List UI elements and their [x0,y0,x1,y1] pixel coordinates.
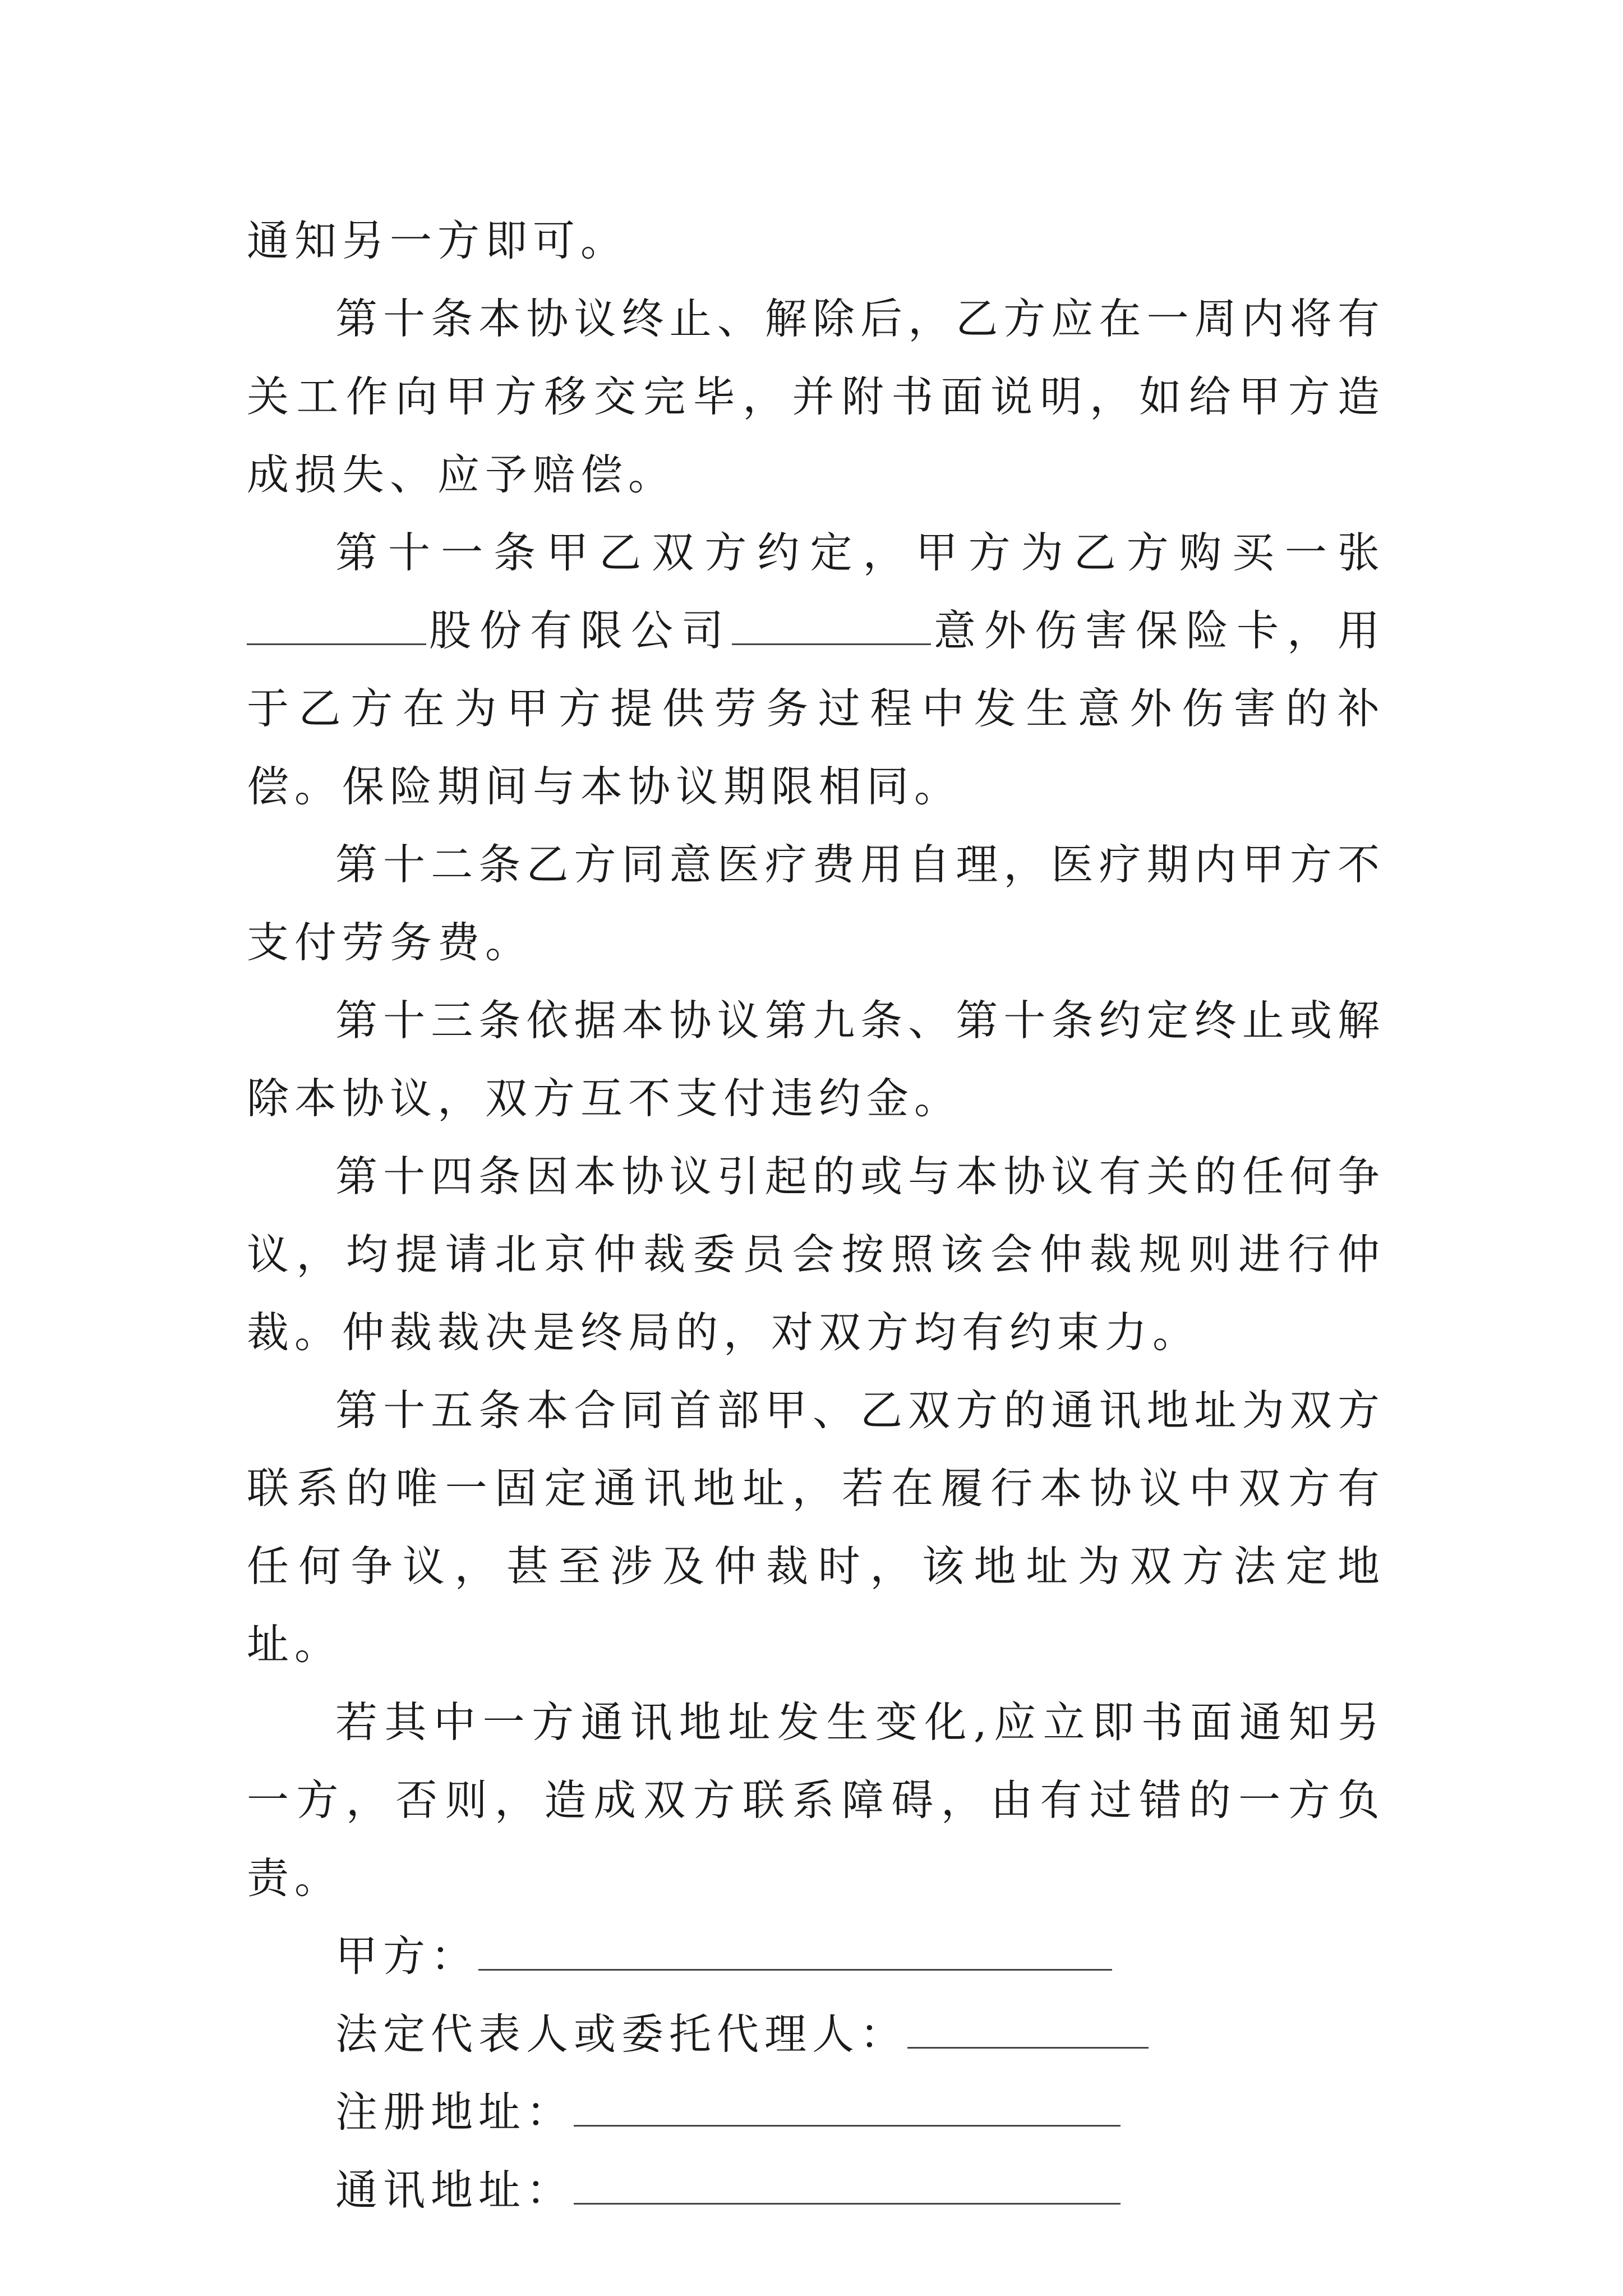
mailing-address-label: 通讯地址： [335,2165,574,2215]
insurance-card-blank [732,609,931,645]
signature-mailing-address [247,2151,1385,2229]
party-a-label: 甲方： [335,1931,479,1981]
article-11-part-2: 股份有限公司 [426,606,732,655]
insurance-company-blank [247,609,426,645]
party-a-blank [478,1934,1112,1971]
paragraph-continuation: 通知另一方即可。 [247,216,629,265]
article-12: 第十二条乙方同意医疗费用自理，医疗期内甲方不支付劳务费。 [247,840,1385,967]
address-change-clause: 若其中一方通讯地址发生变化,应立即书面通知另一方，否则，造成双方联系障碍，由有过错的一方负责。 [247,1697,1385,1903]
article-10: 第十条本协议终止、解除后，乙方应在一周内将有关工作向甲方移交完毕，并附书面说明，如给甲方造成损失、应予赔偿。 [247,294,1385,499]
article-14: 第十四条因本协议引起的或与本协议有关的任何争议，均提请北京仲裁委员会按照该会仲裁规则进行仲裁。仲裁裁决是终局的，对双方均有约束力。 [247,1152,1385,1357]
article-15: 第十五条本合同首部甲、乙双方的通讯地址为双方联系的唯一固定通讯地址，若在履行本协议中双方有任何争议，甚至涉及仲裁时，该地址为双方法定地址。 [247,1386,1385,1669]
signature-representative [247,1995,1385,2073]
mailing-address-blank [574,2168,1121,2205]
signature-party-a [247,1917,1385,1995]
representative-label: 法定代表人或委托代理人： [335,2009,908,2059]
article-13: 第十三条依据本协议第九条、第十条约定终止或解除本协议，双方互不支付违约金。 [247,996,1385,1123]
registered-address-blank [574,2090,1121,2127]
article-11-part-3: 意外伤害保险卡，用于乙方在为甲方提供劳务过程中发生意外伤害的补偿。保险期间与本协议期限相同。 [247,606,1385,811]
article-11 [247,514,1385,826]
document-body [247,202,1385,2229]
article-11-part-1: 第十一条甲乙双方约定，甲方为乙方购买一张 [335,528,1385,577]
representative-blank [907,2012,1149,2049]
signature-registered-address [247,2073,1385,2151]
registered-address-label: 注册地址： [335,2087,574,2137]
